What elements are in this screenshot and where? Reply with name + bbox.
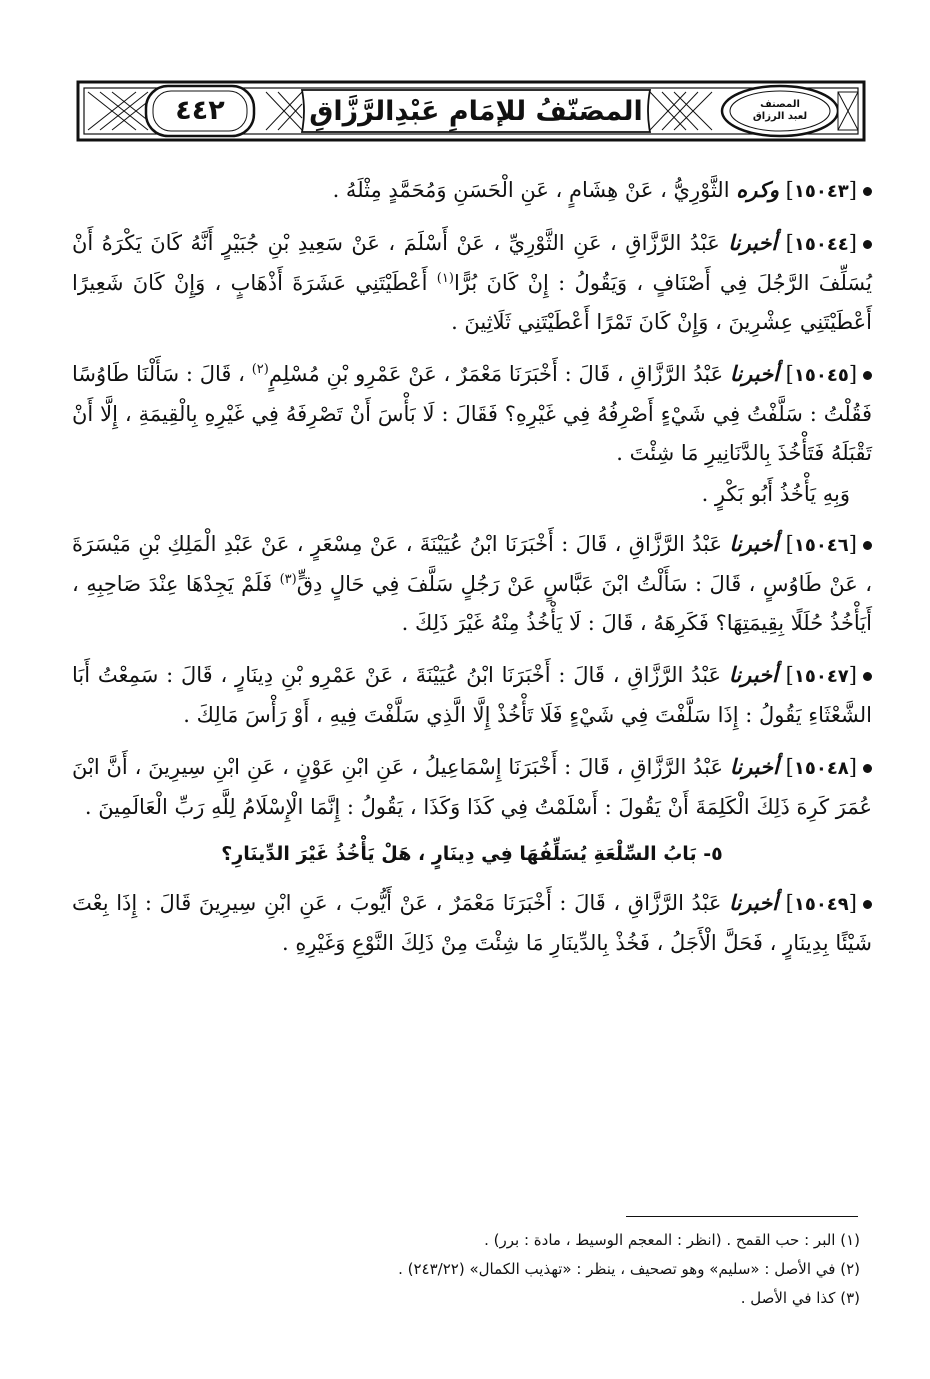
page-number-cartouche bbox=[150, 86, 250, 134]
hadith-text: عَبْدُ الرَّزَّاقِ ، قَالَ : أَخْبَرَنَا ابْنُ عُيَيْنَةَ ، عَنْ عَمْرِو بْنِ دِينَارٍ ، قَالَ : سَمِعْتُ أَبَا الشَّعْثَاءِ يَقُولُ : إِذَا سَلَّفْتَ فِي شَيْءٍ فَلَا تَأْخُذْ إِلَّا الَّذِي سَلَّفْتَ فِيهِ ، أَوْ رَأْسَ مَالِكَ . bbox=[72, 663, 872, 727]
hadith-text-part-2: أَعْطَيْتَنِي عَشَرَةَ أَذْهَابٍ ، وَإِنْ كَانَ شَعِيرًا أَعْطَيْتَنِي عِشْرِينَ ، وَإِنْ كَانَ تَمْرًا أَعْطَيْتَنِي ثَلَاثِينَ . bbox=[72, 271, 872, 334]
footnote-ref-1[interactable]: (١) bbox=[436, 271, 454, 286]
bullet-icon bbox=[863, 764, 872, 773]
hadith-entry-15043: [١٥٠٤٣] وكره الثَّوْرِيُّ ، عَنْ هِشَامٍ ، عَنِ الْحَسَنِ وَمُحَمَّدٍ مِثْلَهُ . bbox=[72, 170, 872, 211]
hadith-text-part-1: عَبْدُ الرَّزَّاقِ ، قَالَ : أَخْبَرَنَا ابْنُ عُيَيْنَةَ ، عَنْ مِسْعَرٍ ، عَنْ عَبْدِ الْمَلِكِ بْنِ مَيْسَرَةَ ، عَنْ طَاوُسٍ ، قَالَ : سَأَلْتُ ابْنَ عَبَّاسٍ عَنْ رَجُلٍ سَلَّفَ فِي حَالٍ دِقٍّ bbox=[72, 532, 872, 596]
page-header bbox=[76, 80, 866, 142]
isnad-marker: أخبرنا bbox=[729, 361, 779, 386]
isnad-marker: أخبرنا bbox=[729, 754, 779, 779]
footnotes bbox=[72, 1226, 860, 1313]
isnad-marker: وكره bbox=[736, 177, 779, 202]
seal-line-2: لعبد الرزاق bbox=[752, 111, 808, 122]
hadith-number: ١٥٠٤٩ bbox=[793, 894, 849, 915]
footnote-ref-3[interactable]: (٣) bbox=[279, 572, 297, 587]
hadith-text-part-1: عَبْدُ الرَّزَّاقِ ، عَنِ الثَّوْرِيِّ ، عَنْ أَسْلَمَ ، عَنْ سَعِيدِ بْنِ جُبَيْرٍ أَنَّهُ كَانَ يَكْرَهُ أَنْ يُسَلِّفَ الرَّجُلَ فِي أَصْنَافٍ ، وَيَقُولُ : إِنْ كَانَ بُرًّا bbox=[72, 231, 872, 295]
hadith-number: ١٥٠٤٧ bbox=[793, 666, 849, 687]
running-title: المصَنّفُ للإمَامِ عَبْدِالرَّزَّاقِ bbox=[309, 95, 643, 127]
isnad-marker: أخبرنا bbox=[728, 662, 778, 687]
hadith-number: ١٥٠٤٣ bbox=[793, 181, 849, 202]
bullet-icon bbox=[863, 900, 872, 909]
hadith-entry-15047: [١٥٠٤٧] أخبرنا عَبْدُ الرَّزَّاقِ ، قَالَ : أَخْبَرَنَا ابْنُ عُيَيْنَةَ ، عَنْ عَمْرِو بْنِ دِينَارٍ ، قَالَ : سَمِعْتُ أَبَا الشَّعْثَاءِ يَقُولُ : إِذَا سَلَّفْتَ فِي شَيْءٍ فَلَا تَأْخُذْ إِلَّا الَّذِي سَلَّفْتَ فِيهِ ، أَوْ رَأْسَ مَالِكَ . bbox=[72, 662, 872, 727]
bullet-icon bbox=[863, 541, 872, 550]
bullet-icon bbox=[863, 240, 872, 249]
hadith-entry-15044: [١٥٠٤٤] أخبرنا عَبْدُ الرَّزَّاقِ ، عَنِ الثَّوْرِيِّ ، عَنْ أَسْلَمَ ، عَنْ سَعِيدِ بْنِ جُبَيْرٍ أَنَّهُ كَانَ يَكْرَهُ أَنْ يُسَلِّفَ الرَّجُلَ فِي أَصْنَافٍ ، وَيَقُولُ : إِنْ كَانَ بُرًّا$^{(١)}$ أَعْطَيْتَنِي عَشَرَةَ أَذْهَابٍ ، وَإِنْ كَانَ شَعِيرًا أَعْطَيْتَنِي عِشْرِينَ ، وَإِنْ كَانَ تَمْرًا أَعْطَيْتَنِي ثَلَاثِينَ . bbox=[72, 230, 872, 334]
hadith-entry-15048: [١٥٠٤٨] أخبرنا عَبْدُ الرَّزَّاقِ ، قَالَ : أَخْبَرَنَا إِسْمَاعِيلُ ، عَنِ ابْنِ عَوْنٍ ، عَنِ ابْنِ سِيرِينَ ، أَنَّ ابْنَ عُمَرَ كَرِهَ ذَلِكَ الْكَلِمَةَ أَنْ يَقُولَ : أَسْلَمْتُ فِي كَذَا وَكَذَا ، يَقُولُ : إِنَّمَا الْإِسْلَامُ لِلَّهِ رَبِّ الْعَالَمِينَ . bbox=[72, 754, 872, 819]
hadith-entry-15046: [١٥٠٤٦] أخبرنا عَبْدُ الرَّزَّاقِ ، قَالَ : أَخْبَرَنَا ابْنُ عُيَيْنَةَ ، عَنْ مِسْعَرٍ ، عَنْ عَبْدِ الْمَلِكِ بْنِ مَيْسَرَةَ ، عَنْ طَاوُسٍ ، قَالَ : سَأَلْتُ ابْنَ عَبَّاسٍ عَنْ رَجُلٍ سَلَّفَ فِي حَالٍ دِقٍّ$^{(٣)}$ فَلَمْ يَجِدْهَا عِنْدَ صَاحِبِهِ ، أَيَأْخُذُ حُلَلًا بِقِيمَتِهَا؟ فَكَرِهَهُ ، قَالَ : لَا يَأْخُذُ مِنْهُ غَيْرَ ذَلِكَ . bbox=[72, 531, 872, 635]
footnote-separator bbox=[626, 1216, 858, 1217]
hadith-entry-15045: [١٥٠٤٥] أخبرنا عَبْدُ الرَّزَّاقِ ، قَالَ : أَخْبَرَنَا مَعْمَرٌ ، عَنْ عَمْرِو بْنِ مُسْلِمٍ$^{(٢)}$ ، قَالَ : سَأَلْنَا طَاوُسًا فَقُلْتُ : سَلَّفْتُ فِي شَيْءٍ أَصْرِفُهُ فِي غَيْرِهِ؟ فَقَالَ : لَا بَأْسَ أَنْ تَصْرِفَهُ فِي غَيْرِهِ بِالْقِيمَةِ ، إِلَّا أَنْ تَقْبَلَهُ فَتَأْخُذَ بِالدَّنَانِيرِ مَا شِئْتَ . bbox=[72, 361, 872, 465]
hadith-number: ١٥٠٤٥ bbox=[793, 365, 849, 386]
footnote-3: (٣) كذا في الأصل . bbox=[740, 1289, 860, 1307]
hadith-number: ١٥٠٤٨ bbox=[793, 758, 849, 779]
hadith-entry-15049: [١٥٠٤٩] أخبرنا عَبْدُ الرَّزَّاقِ ، قَالَ : أَخْبَرَنَا مَعْمَرٌ ، عَنْ أَيُّوبَ ، عَنِ ابْنِ سِيرِينَ قَالَ : إِذَا بِعْتَ شَيْئًا بِدِينَارٍ ، فَحَلَّ الْأَجَلُ ، فَخُذْ بِالدِّينَارِ مَا شِئْتَ مِنْ ذَلِكَ النَّوْعِ وَغَيْرِهِ . bbox=[72, 890, 872, 955]
hadith-text: الثَّوْرِيُّ ، عَنْ هِشَامٍ ، عَنِ الْحَسَنِ وَمُحَمَّدٍ مِثْلَهُ . bbox=[332, 178, 730, 202]
hadith-text-part-2: ، قَالَ : سَأَلْنَا طَاوُسًا فَقُلْتُ : سَلَّفْتُ فِي شَيْءٍ أَصْرِفُهُ فِي غَيْرِهِ؟ فَقَالَ : لَا بَأْسَ أَنْ تَصْرِفَهُ فِي غَيْرِهِ بِالْقِيمَةِ ، إِلَّا أَنْ تَقْبَلَهُ فَتَأْخُذَ بِالدَّنَانِيرِ مَا شِئْتَ . bbox=[72, 362, 872, 465]
hadith-number: ١٥٠٤٦ bbox=[793, 535, 849, 556]
hadith-text-part-2: فَلَمْ يَجِدْهَا عِنْدَ صَاحِبِهِ ، أَيَأْخُذُ حُلَلًا بِقِيمَتِهَا؟ فَكَرِهَهُ ، قَالَ : لَا يَأْخُذُ مِنْهُ غَيْرَ ذَلِكَ . bbox=[72, 572, 872, 635]
book-seal-logo bbox=[724, 85, 836, 137]
page-number: ٤٤٢ bbox=[175, 94, 225, 126]
footnote-ref-2[interactable]: (٢) bbox=[251, 362, 269, 377]
hadith-text: عَبْدُ الرَّزَّاقِ ، قَالَ : أَخْبَرَنَا مَعْمَرٌ ، عَنْ أَيُّوبَ ، عَنِ ابْنِ سِيرِينَ قَالَ : إِذَا بِعْتَ شَيْئًا بِدِينَارٍ ، فَحَلَّ الْأَجَلُ ، فَخُذْ بِالدِّينَارِ مَا شِئْتَ مِنْ ذَلِكَ النَّوْعِ وَغَيْرِهِ . bbox=[72, 891, 872, 955]
page-body bbox=[72, 170, 872, 975]
bullet-icon bbox=[863, 187, 872, 196]
bullet-icon bbox=[863, 672, 872, 681]
isnad-marker: أخبرنا bbox=[728, 230, 778, 255]
hadith-follow-line: وَبِهِ يَأْخُذُ أَبُو بَكْرٍ . bbox=[701, 482, 850, 506]
footnote-2: (٢) في الأصل : «سليم» وهو تصحيف ، ينظر : «تهذيب الكمال» (٢٤٣/٢٢) . bbox=[398, 1260, 860, 1278]
hadith-text-part-1: عَبْدُ الرَّزَّاقِ ، قَالَ : أَخْبَرَنَا مَعْمَرٌ ، عَنْ عَمْرِو بْنِ مُسْلِمٍ bbox=[268, 362, 724, 386]
hadith-text: عَبْدُ الرَّزَّاقِ ، قَالَ : أَخْبَرَنَا إِسْمَاعِيلُ ، عَنِ ابْنِ عَوْنٍ ، عَنِ ابْنِ سِيرِينَ ، أَنَّ ابْنَ عُمَرَ كَرِهَ ذَلِكَ الْكَلِمَةَ أَنْ يَقُولَ : أَسْلَمْتُ فِي كَذَا وَكَذَا ، يَقُولُ : إِنَّمَا الْإِسْلَامُ لِلَّهِ رَبِّ الْعَالَمِينَ . bbox=[72, 755, 872, 819]
seal-line-1: المصنف bbox=[760, 99, 800, 110]
isnad-marker: أخبرنا bbox=[729, 890, 779, 915]
bullet-icon bbox=[863, 371, 872, 380]
hadith-number: ١٥٠٤٤ bbox=[793, 234, 849, 255]
isnad-marker: أخبرنا bbox=[729, 531, 779, 556]
footnote-1: (١) البر : حب القمح . (انظر : المعجم الوسيط ، مادة : برر) . bbox=[484, 1231, 860, 1249]
chapter-heading: ٥- بَابُ السِّلْعَةِ يُسَلِّفُهَا فِي دِينَارٍ ، هَلْ يَأْخُذُ غَيْرَ الدِّينَارِ؟ bbox=[221, 843, 723, 865]
